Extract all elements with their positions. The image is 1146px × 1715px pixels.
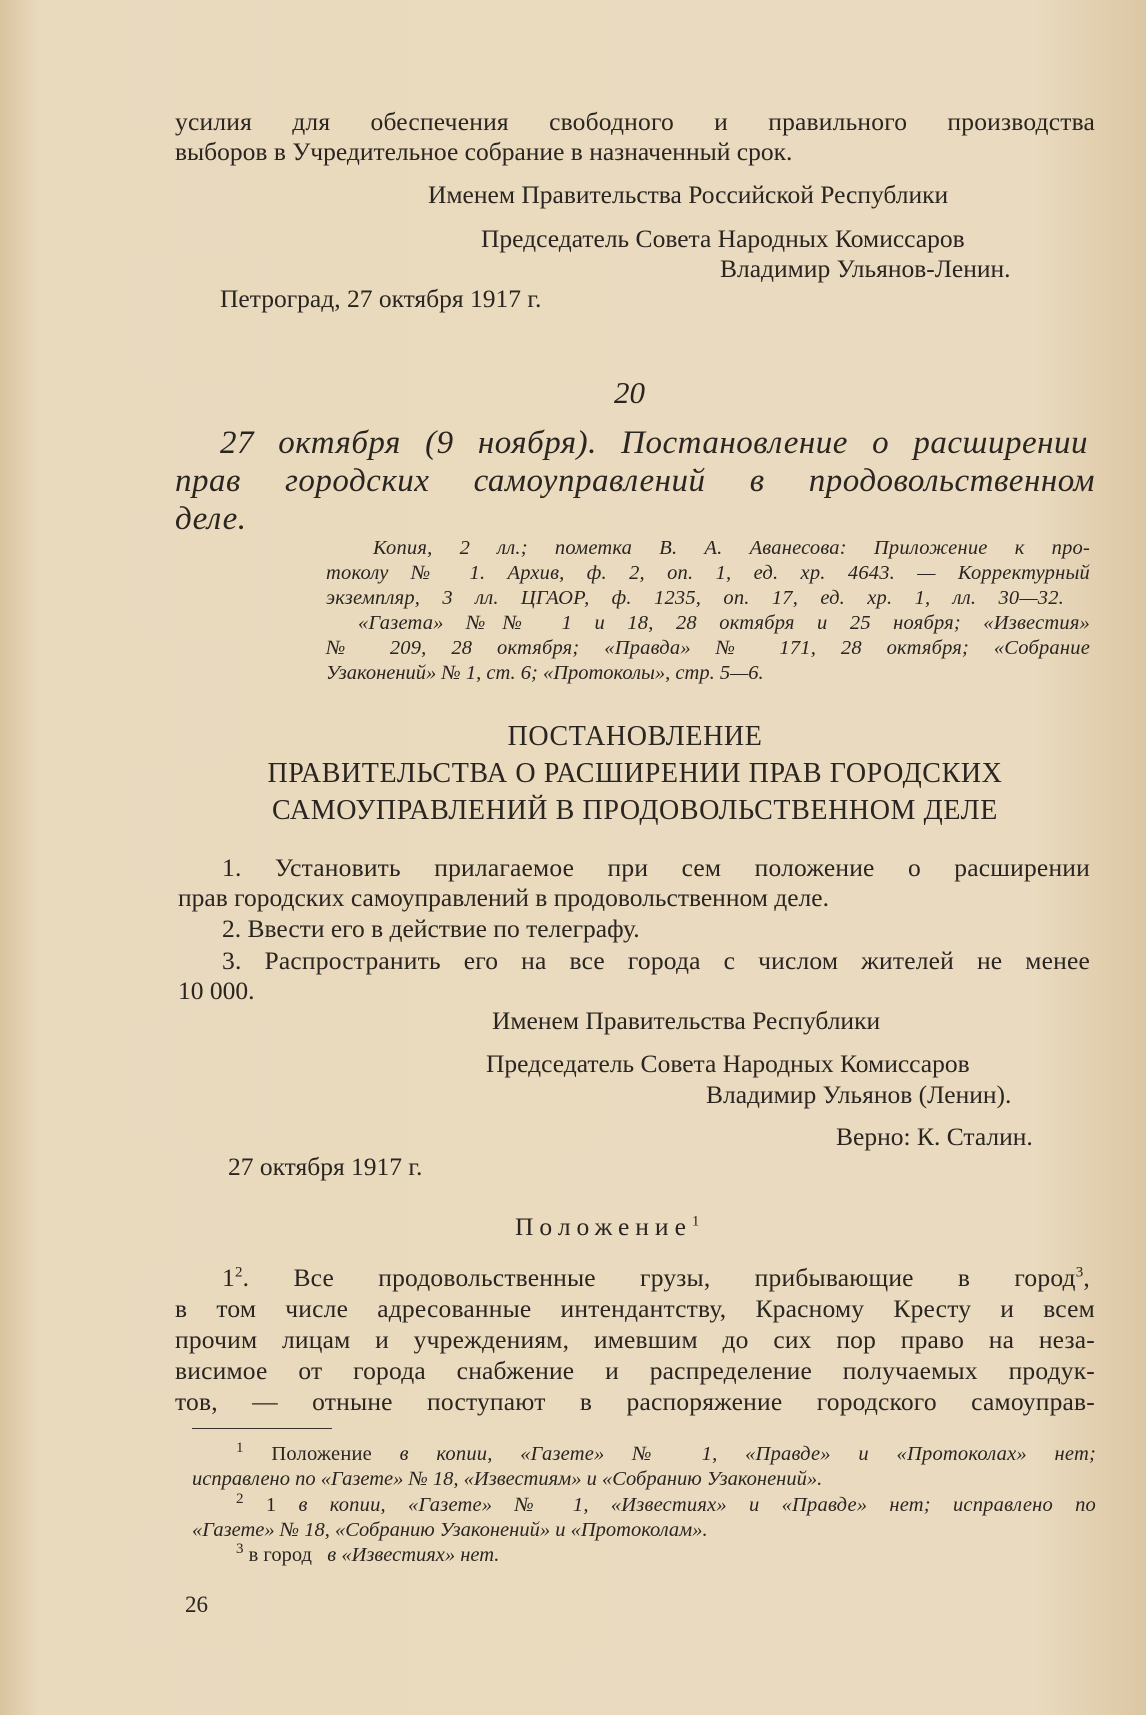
regulation-line: прочим лицам и учреждениям, имевшим до сих пор право на неза- [175,1325,1095,1354]
place-date: Петроград, 27 октября 1917 г. [220,284,542,313]
point-1: 1. Установить прилагаемое при сем положение о расширении [222,853,1090,882]
regulation-line: тов, — отныне поступают в распоряжение городского самоуправ- [175,1387,1095,1416]
point-2: 2. Ввести его в действие по телеграфу. [222,914,640,943]
source-note: экземпляр, 3 лл. ЦГАОР, ф. 1235, оп. 17, ед. хр. 1, лл. 30—32. [326,587,1064,609]
source-note: Узаконений» № 1, ст. 6; «Протоколы», стр. 5—6. [326,662,764,684]
footnote-text: в копии, «Газете» № 1, «Правде» и «Протоколах» нет; [399,1443,1096,1465]
footnote-3 [236,1543,499,1568]
footnote-text: в город [248,1544,312,1566]
footnote-1 [236,1442,1096,1467]
point-1-cont: прав городских самоуправлений в продовольственном деле. [178,883,829,912]
regulation-line [222,1262,1090,1293]
footnote-text: 1 [265,1494,277,1516]
footnote-1-cont: исправлено по «Газете» № 18, «Известиям» и «Собранию Узаконений». [192,1468,823,1490]
clause-text: . Все продовольственные грузы, прибывающие в город [242,1263,1076,1292]
footnote-text: Положение [271,1443,372,1465]
point-3: 3. Распространить его на все города с числом жителей не менее [222,946,1090,975]
source-note: «Газета» №№ 1 и 18, 28 октября и 25 ноября; «Известия» [358,612,1090,634]
regulation-title-text: Положение [515,1212,692,1241]
source-note: токолу № 1. Архив, ф. 2, оп. 1, ед. хр. 4643. — Корректурный [326,562,1090,584]
signature-title: Председатель Совета Народных Комиссаров [486,1049,970,1078]
section-heading: ПРАВИТЕЛЬСТВА О РАСШИРЕНИИ ПРАВ ГОРОДСКИХ [267,758,1003,789]
document-title: 27 октября (9 ноября). Постановление о расширении [220,425,1088,461]
section-heading: ПОСТАНОВЛЕНИЕ [507,721,763,752]
footnote-separator [192,1428,332,1429]
signature-person: Владимир Ульянов (Ленин). [706,1080,1012,1109]
document-date: 27 октября 1917 г. [228,1152,423,1181]
footnote-text: в копии, «Газете» № 1, «Известиях» и «Правде» нет; исправлено по [298,1494,1096,1516]
text-line: усилия для обеспечения свободного и правильного производства [175,107,1095,136]
footnote-number: 1 [236,1440,244,1457]
clause-number: 1 [222,1263,235,1292]
section-heading: САМОУПРАВЛЕНИЙ В ПРОДОВОЛЬСТВЕННОМ ДЕЛЕ [272,795,998,826]
footnote-text: в «Известиях» нет. [327,1544,500,1566]
source-note: № 209, 28 октября; «Правда» № 171, 28 октября; «Собрание [326,637,1090,659]
footnote-number: 2 [236,1491,244,1508]
source-note: Копия, 2 лл.; пометка В. А. Аванесова: Приложение к про- [373,537,1090,559]
document-number: 20 [614,375,645,410]
footnote-ref: 3 [1075,1264,1084,1281]
clause-text: , [1083,1263,1090,1292]
footnote-ref: 1 [691,1213,706,1230]
footnote-number: 3 [236,1541,244,1558]
footnote-2 [236,1493,1096,1518]
footnote-ref: 2 [234,1264,243,1281]
point-3-cont: 10 000. [178,976,255,1005]
document-title: прав городских самоуправлений в продовольственном [175,463,1095,499]
text-line: выборов в Учредительное собрание в назначенный срок. [175,137,793,166]
regulation-line: висимое от города снабжение и распределение получаемых продук- [175,1356,1095,1385]
page-number: 26 [185,1592,208,1617]
regulation-title [515,1212,705,1242]
verified-line: Верно: К. Сталин. [836,1122,1033,1151]
signature-person: Владимир Ульянов-Ленин. [720,254,1011,283]
signature-line: Именем Правительства Российской Республики [428,180,949,209]
regulation-line: в том числе адресованные интендантству, Красному Кресту и всем [175,1294,1095,1323]
footnote-2-cont: «Газете» № 18, «Собранию Узаконений» и «Протоколам». [192,1519,708,1541]
document-title: деле. [175,501,247,537]
signature-title: Председатель Совета Народных Комиссаров [481,224,965,253]
signature-line: Именем Правительства Республики [492,1006,881,1035]
